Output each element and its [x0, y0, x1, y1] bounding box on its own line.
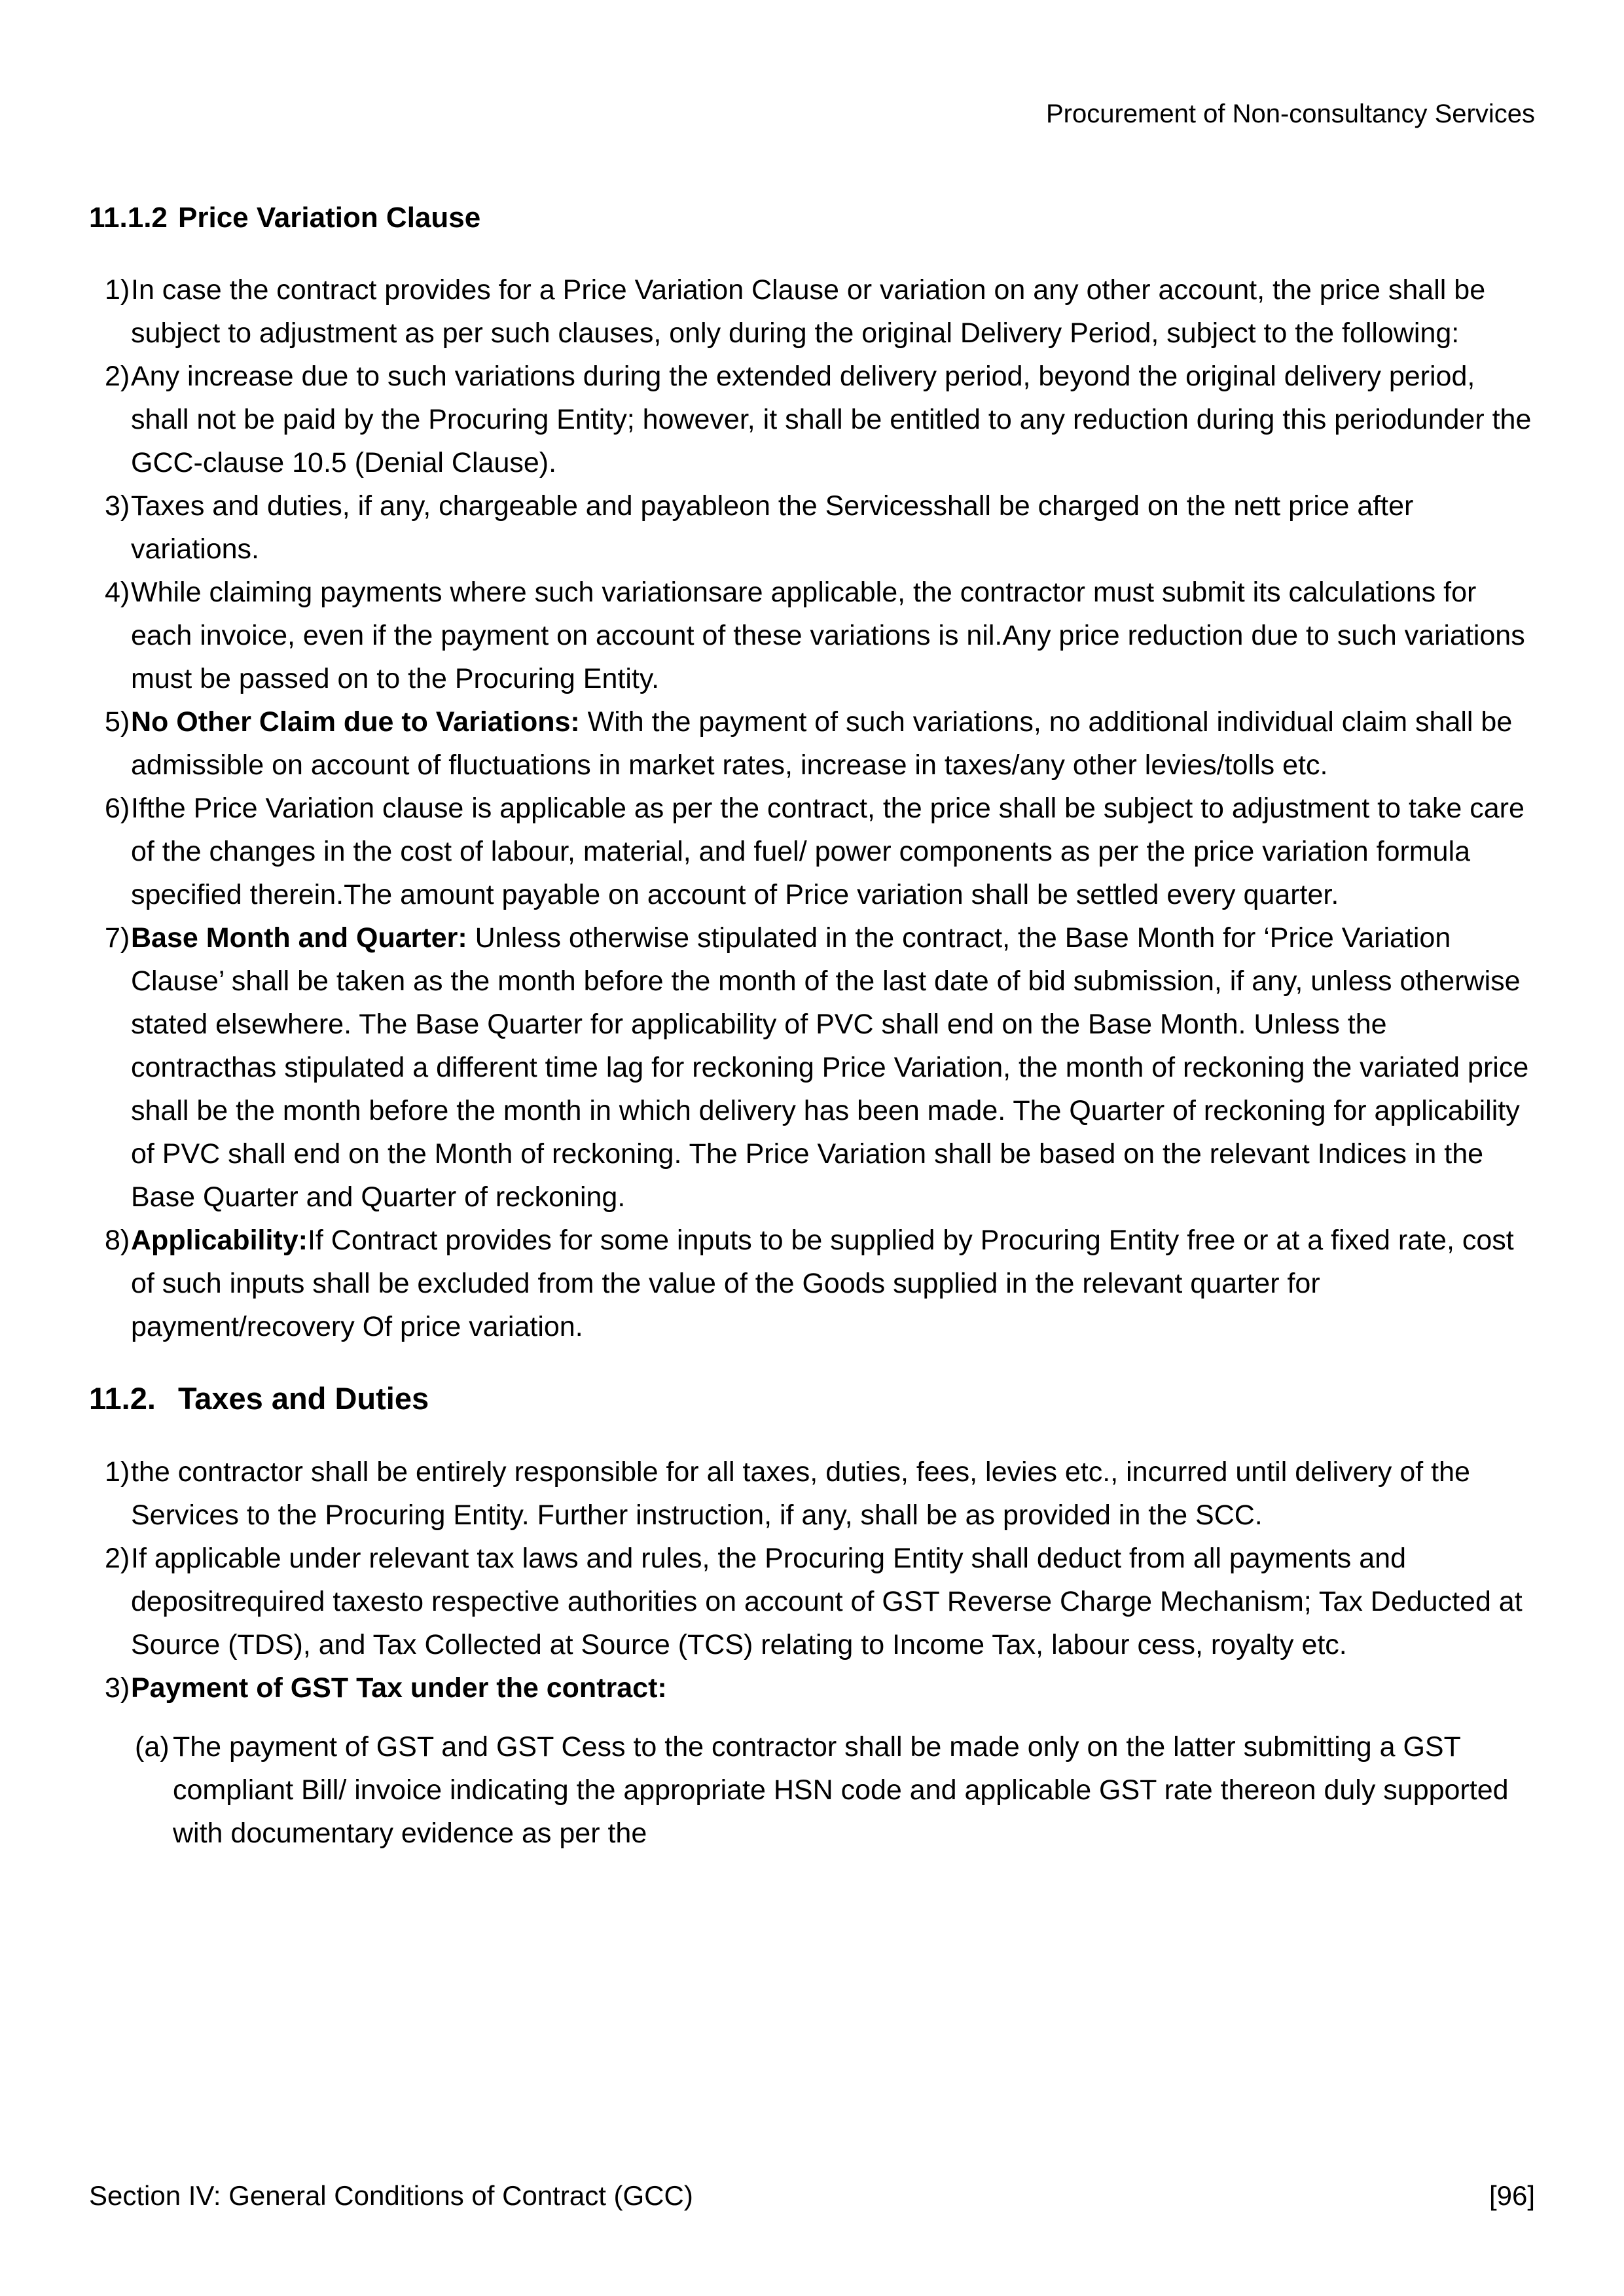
list-item	[89, 484, 1535, 571]
page-content	[89, 200, 1535, 1855]
list-item	[89, 355, 1535, 484]
list-item-text	[131, 700, 1535, 787]
list-item-text	[131, 1666, 1535, 1710]
numbered-list-taxes-and-duties	[89, 1450, 1535, 1710]
list-item-lead: Payment of GST Tax under the contract:	[131, 1672, 667, 1704]
numbered-list-price-variation	[89, 268, 1535, 1348]
list-item-marker: 1)	[105, 274, 130, 306]
list-item-marker: 8)	[105, 1225, 130, 1256]
section-number: 11.2.	[89, 1381, 156, 1416]
list-item-body: Ifthe Price Variation clause is applicable as per the contract, the price shall be subject to adjustment to take care of the changes in the cost of labour, material, and fuel/ power components as per the price variation formula specified therein.The amount payable on account of Price variation shall be settled every quarter.	[131, 793, 1525, 910]
list-item	[89, 1450, 1535, 1537]
sublist-item	[89, 1725, 1535, 1855]
list-item-text	[131, 1219, 1535, 1348]
list-item-marker: 2)	[105, 361, 130, 392]
section-title: Taxes and Duties	[178, 1381, 429, 1416]
section-number: 11.1.2	[89, 202, 168, 234]
list-item-lead: Applicability:	[131, 1225, 308, 1256]
list-item-marker: 3)	[105, 490, 130, 522]
list-item-text	[131, 268, 1535, 355]
list-item-body: If applicable under relevant tax laws and rules, the Procuring Entity shall deduct from all payments and depositrequired taxesto respective authorities on account of GST Reverse Charge Mechanism; Tax Deducted at Source (TDS), and Tax Collected at Source (TCS) relating to Income Tax, labour cess, royalty etc.	[131, 1543, 1523, 1660]
footer-section-label: Section IV: General Conditions of Contract (GCC)	[89, 2180, 693, 2211]
list-item	[89, 268, 1535, 355]
list-item-text	[131, 916, 1535, 1219]
lettered-sublist	[89, 1725, 1535, 1855]
list-item-text	[131, 787, 1535, 916]
list-item-body: Taxes and duties, if any, chargeable and payableon the Servicesshall be charged on the nett price after variations.	[131, 490, 1414, 565]
list-item-body: the contractor shall be entirely responsible for all taxes, duties, fees, levies etc., incurred until delivery of the Services to the Procuring Entity. Further instruction, if any, shall be as provided in the SCC.	[131, 1456, 1470, 1531]
list-item-body: While claiming payments where such variationsare applicable, the contractor must submit its calculations for each invoice, even if the payment on account of these variations is nil.Any price reduction due to such variations must be passed on to the Procuring Entity.	[131, 577, 1525, 694]
list-item-marker: 7)	[105, 922, 130, 954]
list-item	[89, 787, 1535, 916]
list-item	[89, 571, 1535, 700]
list-item-text	[131, 1537, 1535, 1666]
section-heading-price-variation-clause	[89, 200, 1535, 236]
list-item-body: If Contract provides for some inputs to be supplied by Procuring Entity free or at a fixed rate, cost of such inputs shall be excluded from the value of the Goods supplied in the relevant quarter for payment/recovery Of price variation.	[131, 1225, 1514, 1342]
list-item-body: Unless otherwise stipulated in the contract, the Base Month for ‘Price Variation Clause’ shall be taken as the month before the month of the last date of bid submission, if any, unless otherwise stated elsewhere. The Base Quarter for applicability of PVC shall end on the Base Month. Unless the contracthas stipulated a different time lag for reckoning Price Variation, the month of reckoning the variated price shall be the month before the month in which delivery has been made. The Quarter of reckoning for applicability of PVC shall end on the Month of reckoning. The Price Variation shall be based on the relevant Indices in the Base Quarter and Quarter of reckoning.	[131, 922, 1529, 1213]
list-item-marker: 5)	[105, 706, 130, 738]
list-item-marker: 4)	[105, 577, 130, 608]
sublist-item-text: The payment of GST and GST Cess to the contractor shall be made only on the latter submitting a GST compliant Bill/ invoice indicating the appropriate HSN code and applicable GST rate thereon duly supported with documentary evidence as per the	[173, 1731, 1509, 1849]
list-item-text	[131, 484, 1535, 571]
list-item-marker: 2)	[105, 1543, 130, 1574]
list-item-lead: No Other Claim due to Variations:	[131, 706, 580, 738]
list-item-text	[131, 571, 1535, 700]
page-footer	[89, 2179, 1535, 2212]
section-heading-taxes-and-duties	[89, 1380, 1535, 1418]
list-item-body: Any increase due to such variations during the extended delivery period, beyond the original delivery period, shall not be paid by the Procuring Entity; however, it shall be entitled to any reduction during this periodunder the GCC-clause 10.5 (Denial Clause).	[131, 361, 1532, 478]
list-item-text	[131, 355, 1535, 484]
header-title: Procurement of Non-consultancy Services	[1046, 99, 1535, 128]
list-item	[89, 1537, 1535, 1666]
list-item	[89, 700, 1535, 787]
list-item-body: In case the contract provides for a Price Variation Clause or variation on any other account, the price shall be subject to adjustment as per such clauses, only during the original Delivery Period, subject to the following:	[131, 274, 1486, 349]
list-item-body: With the payment of such variations, no additional individual claim shall be admissible on account of fluctuations in market rates, increase in taxes/any other levies/tolls etc.	[131, 706, 1513, 781]
list-item-marker: 1)	[105, 1456, 130, 1488]
list-item-text	[131, 1450, 1535, 1537]
section-title: Price Variation Clause	[178, 202, 481, 234]
page-header	[89, 98, 1535, 130]
list-item	[89, 916, 1535, 1219]
list-item-marker: 6)	[105, 793, 130, 824]
list-item	[89, 1666, 1535, 1710]
footer-page-number: [96]	[1489, 2180, 1535, 2211]
sublist-item-marker: (a)	[135, 1731, 170, 1763]
list-item-marker: 3)	[105, 1672, 130, 1704]
list-item	[89, 1219, 1535, 1348]
list-item-lead: Base Month and Quarter:	[131, 922, 467, 954]
